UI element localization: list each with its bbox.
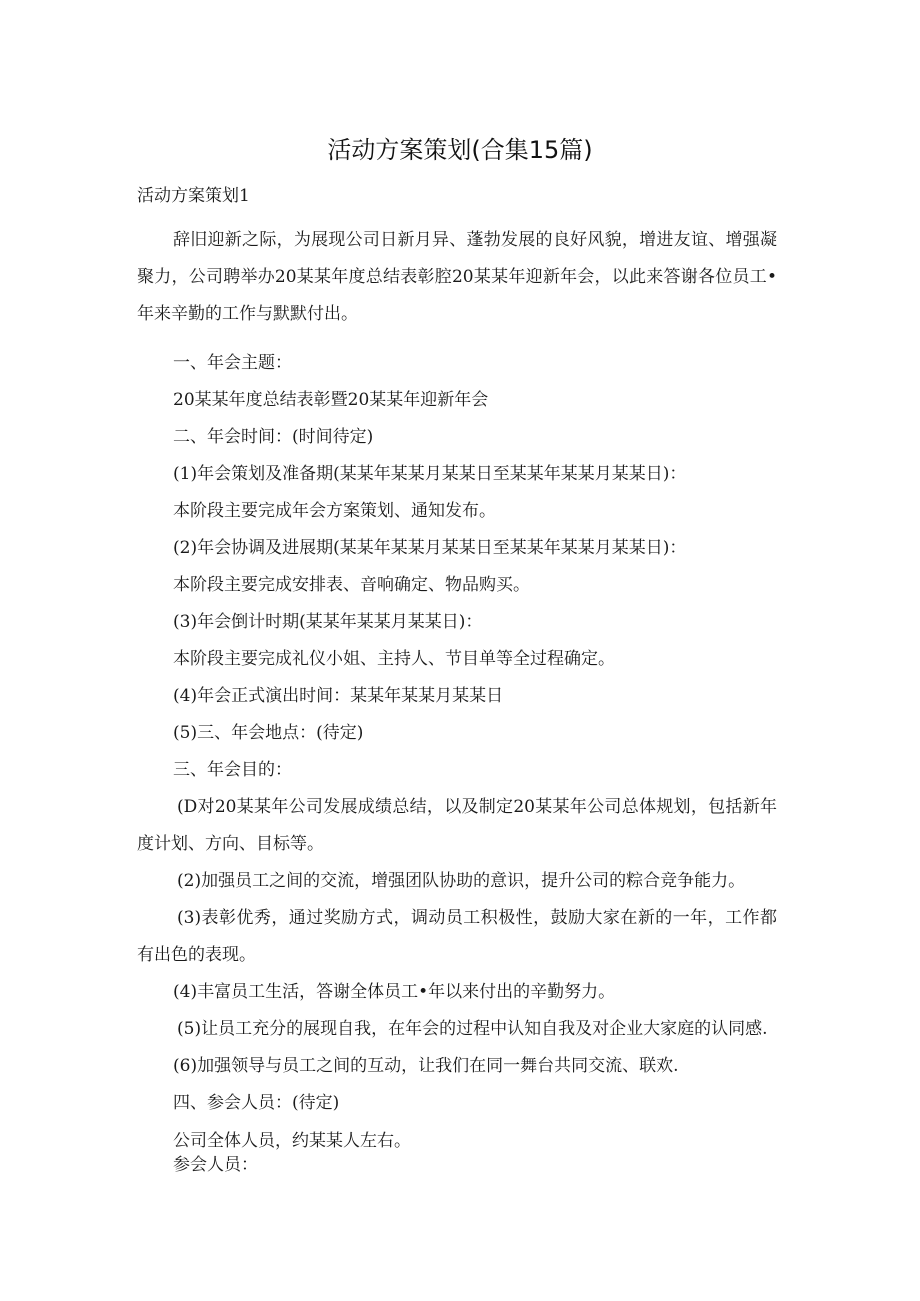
purpose-item-3: (3)表彰优秀，通过奖励方式，调动员工积极性，鼓励大家在新的一年，工作都有出色的表现。 <box>137 908 777 965</box>
purpose-item-6: (6)加强领导与员工之间的互动，让我们在同一舞台共同交流、联欢. <box>173 1056 679 1076</box>
time-item-3-desc: 本阶段主要完成礼仪小姐、主持人、节目单等全过程确定。 <box>173 649 615 669</box>
theme-text: 20某某年度总结表彰暨20某某年迎新年会 <box>173 390 489 410</box>
purpose-item-4: (4)丰富员工生活，答谢全体员工•年以来付出的辛勤努力。 <box>173 982 616 1002</box>
time-item-2: (2)年会协调及进展期(某某年某某月某某日至某某年某某月某某日)： <box>173 538 687 558</box>
spacer <box>137 210 777 222</box>
purpose-item-2: (2)加强员工之间的交流，增强团队协助的意识，提升公司的粽合竞争能力。 <box>177 871 746 891</box>
time-heading: 二、年会时间：(时间待定) <box>173 427 374 447</box>
time-item-1: (1)年会策划及准备期(某某年某某月某某日至某某年某某月某某日)： <box>173 464 687 484</box>
intro-paragraph: 辞旧迎新之际，为展现公司日新月异、蓬勃发展的良好风貌，增进友谊、增强凝聚力，公司聘举办20某某年度总结表彰腔20某某年迎新年会，以此来答谢各位员工•年来辛勤的工作与默默付出。 <box>137 230 777 324</box>
time-item-5: (5)三、年会地点：(待定) <box>173 723 364 743</box>
document-title: 活动方案策划(合集15篇) <box>327 136 593 164</box>
attendees-text: 公司全体人员，约某某人左右。 <box>173 1131 411 1151</box>
time-item-4: (4)年会正式演出时间：某某年某某月某某日 <box>173 686 504 706</box>
time-item-3: (3)年会倒计时期(某某年某某月某某日)： <box>173 612 483 632</box>
spacer <box>137 333 777 345</box>
attendees-label: 参会人员： <box>173 1155 258 1175</box>
theme-heading: 一、年会主题： <box>173 353 292 373</box>
purpose-heading: 三、年会目的： <box>173 760 292 780</box>
purpose-item-5: (5)让员工充分的展现自我，在年会的过程中认知自我及对企业大家庭的认同感. <box>177 1019 768 1039</box>
time-item-2-desc: 本阶段主要完成安排表、音响确定、物品购买。 <box>173 575 530 595</box>
section-heading: 活动方案策划1 <box>137 186 250 206</box>
purpose-item-1: (D对20某某年公司发展成绩总结，以及制定20某某年公司总体规划，包括新年度计划、方向、目标等。 <box>137 797 777 854</box>
document-body <box>137 182 777 1177</box>
time-item-1-desc: 本阶段主要完成年会方案策划、通知发布。 <box>173 501 496 521</box>
attendees-heading: 四、参会人员：(待定) <box>173 1093 340 1113</box>
